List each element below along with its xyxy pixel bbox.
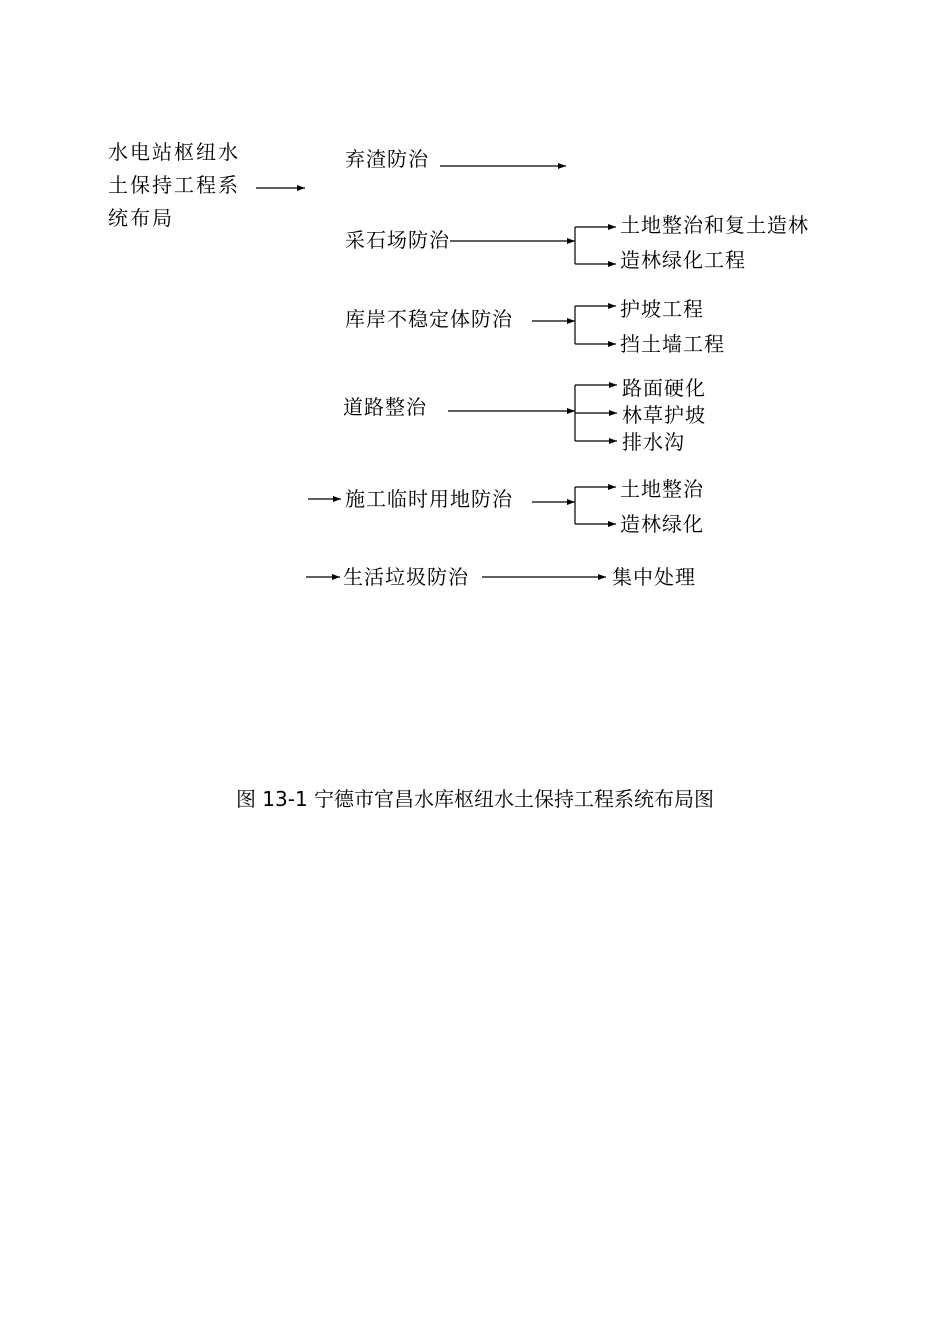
root-line-1: 水电站枢纽水 (108, 140, 240, 164)
category-bank-instability: 库岸不稳定体防治 (345, 307, 513, 331)
category-waste-slag: 弃渣防治 (345, 147, 429, 171)
measure-afforestation-greening-project: 造林绿化工程 (620, 248, 746, 272)
measure-afforestation-greening: 造林绿化 (620, 512, 704, 536)
category-quarry: 采石场防治 (345, 228, 450, 252)
category-road: 道路整治 (343, 395, 427, 419)
measure-centralized-treatment: 集中处理 (612, 565, 696, 589)
measure-drainage-ditch: 排水沟 (622, 430, 685, 454)
measure-slope-protection: 护坡工程 (620, 297, 704, 321)
measure-retaining-wall: 挡土墙工程 (620, 332, 725, 356)
measure-pavement-hardening: 路面硬化 (622, 376, 706, 400)
category-temporary-land: 施工临时用地防治 (345, 487, 513, 511)
figure-caption: 图 13-1 宁德市官昌水库枢纽水土保持工程系统布局图 (235, 787, 715, 811)
category-domestic-waste: 生活垃圾防治 (343, 565, 469, 589)
measure-land-reclamation-afforestation: 土地整治和复土造林 (620, 213, 809, 237)
measure-land-reclamation: 土地整治 (620, 477, 704, 501)
root-line-3: 统布局 (108, 206, 174, 230)
measure-vegetation-slope-protection: 林草护坡 (622, 403, 706, 427)
root-line-2: 土保持工程系 (108, 173, 240, 197)
